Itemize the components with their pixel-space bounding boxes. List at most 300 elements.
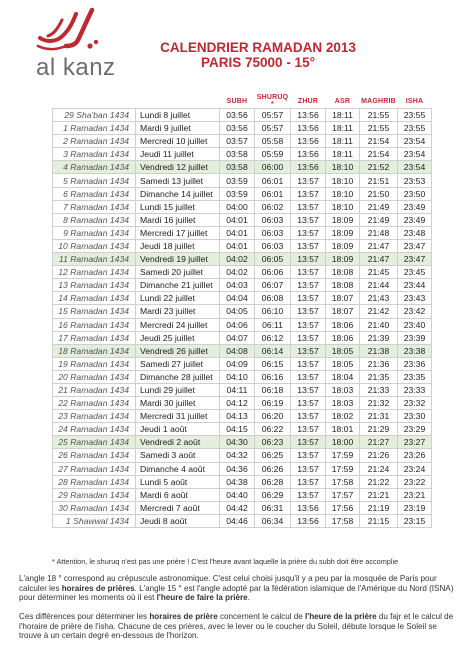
calligraphy-logo-icon bbox=[32, 6, 104, 54]
table-row bbox=[53, 462, 432, 475]
cell-maghrib: 21:40 bbox=[360, 318, 398, 331]
paragraph-bold: l'heure de faire la prière bbox=[156, 593, 248, 603]
cell-asr: 18:02 bbox=[326, 410, 360, 423]
cell-greg: Samedi 13 juillet bbox=[136, 174, 220, 187]
cell-hijri: 11 Ramadan 1434 bbox=[53, 253, 136, 266]
cell-greg: Mercredi 24 juillet bbox=[136, 318, 220, 331]
cell-hijri: 25 Ramadan 1434 bbox=[53, 436, 136, 449]
cell-shuruq: 06:01 bbox=[255, 187, 291, 200]
cell-maghrib: 21:47 bbox=[360, 239, 398, 252]
cell-asr: 17:58 bbox=[326, 514, 360, 527]
cell-zhur: 13:57 bbox=[291, 318, 326, 331]
cell-zhur: 13:56 bbox=[291, 135, 326, 148]
cell-subh: 04:05 bbox=[220, 305, 255, 318]
header-isha: ISHA bbox=[405, 97, 424, 105]
cell-zhur: 13:57 bbox=[291, 331, 326, 344]
cell-maghrib: 21:15 bbox=[360, 514, 398, 527]
cell-hijri: 14 Ramadan 1434 bbox=[53, 292, 136, 305]
cell-zhur: 13:57 bbox=[291, 475, 326, 488]
cell-isha: 23:38 bbox=[398, 344, 432, 357]
cell-greg: Lundi 8 juillet bbox=[136, 109, 220, 122]
header-maghrib: MAGHRIB bbox=[361, 97, 396, 105]
cell-isha: 23:30 bbox=[398, 410, 432, 423]
cell-maghrib: 21:51 bbox=[360, 174, 398, 187]
cell-zhur: 13:56 bbox=[291, 109, 326, 122]
cell-shuruq: 06:22 bbox=[255, 423, 291, 436]
cell-zhur: 13:57 bbox=[291, 357, 326, 370]
table-row bbox=[53, 109, 432, 122]
cell-asr: 17:59 bbox=[326, 449, 360, 462]
table-row bbox=[53, 357, 432, 370]
cell-hijri: 5 Ramadan 1434 bbox=[53, 174, 136, 187]
cell-shuruq: 06:20 bbox=[255, 410, 291, 423]
cell-isha: 23:33 bbox=[398, 383, 432, 396]
cell-greg: Dimanche 28 juillet bbox=[136, 370, 220, 383]
cell-shuruq: 06:26 bbox=[255, 462, 291, 475]
cell-hijri: 15 Ramadan 1434 bbox=[53, 305, 136, 318]
cell-isha: 23:54 bbox=[398, 161, 432, 174]
prayer-times-table bbox=[52, 94, 432, 528]
table-row bbox=[53, 161, 432, 174]
cell-zhur: 13:57 bbox=[291, 383, 326, 396]
cell-zhur: 13:56 bbox=[291, 501, 326, 514]
cell-maghrib: 21:33 bbox=[360, 383, 398, 396]
cell-greg: Mardi 30 juillet bbox=[136, 397, 220, 410]
cell-isha: 23:35 bbox=[398, 370, 432, 383]
cell-zhur: 13:56 bbox=[291, 148, 326, 161]
cell-maghrib: 21:49 bbox=[360, 213, 398, 226]
cell-asr: 17:57 bbox=[326, 488, 360, 501]
cell-zhur: 13:57 bbox=[291, 253, 326, 266]
cell-zhur: 13:57 bbox=[291, 488, 326, 501]
cell-zhur: 13:57 bbox=[291, 436, 326, 449]
table-row bbox=[53, 239, 432, 252]
cell-shuruq: 06:15 bbox=[255, 357, 291, 370]
cell-subh: 04:10 bbox=[220, 370, 255, 383]
cell-greg: Mercredi 10 juillet bbox=[136, 135, 220, 148]
cell-shuruq: 06:18 bbox=[255, 383, 291, 396]
cell-asr: 18:11 bbox=[326, 109, 360, 122]
cell-shuruq: 06:34 bbox=[255, 514, 291, 527]
cell-hijri: 20 Ramadan 1434 bbox=[53, 370, 136, 383]
cell-subh: 04:01 bbox=[220, 213, 255, 226]
paragraph-differences bbox=[19, 612, 459, 641]
cell-isha: 23:47 bbox=[398, 253, 432, 266]
cell-hijri: 18 Ramadan 1434 bbox=[53, 344, 136, 357]
table-row bbox=[53, 174, 432, 187]
cell-greg: Mardi 9 juillet bbox=[136, 122, 220, 135]
cell-hijri: 2 Ramadan 1434 bbox=[53, 135, 136, 148]
header-zhur: ZHUR bbox=[297, 97, 319, 105]
cell-shuruq: 06:01 bbox=[255, 174, 291, 187]
table-row bbox=[53, 423, 432, 436]
cell-shuruq: 06:05 bbox=[255, 253, 291, 266]
cell-subh: 04:40 bbox=[220, 488, 255, 501]
cell-greg: Samedi 20 juillet bbox=[136, 266, 220, 279]
cell-isha: 23:29 bbox=[398, 423, 432, 436]
cell-greg: Jeudi 11 juillet bbox=[136, 148, 220, 161]
cell-asr: 18:09 bbox=[326, 253, 360, 266]
cell-hijri: 22 Ramadan 1434 bbox=[53, 397, 136, 410]
cell-greg: Mardi 6 août bbox=[136, 488, 220, 501]
cell-hijri: 29 Sha'ban 1434 bbox=[53, 109, 136, 122]
table-row bbox=[53, 135, 432, 148]
table-row bbox=[53, 318, 432, 331]
cell-zhur: 13:57 bbox=[291, 423, 326, 436]
table-row bbox=[53, 226, 432, 239]
cell-asr: 18:05 bbox=[326, 357, 360, 370]
cell-zhur: 13:57 bbox=[291, 397, 326, 410]
cell-asr: 18:00 bbox=[326, 436, 360, 449]
cell-hijri: 23 Ramadan 1434 bbox=[53, 410, 136, 423]
cell-greg: Vendredi 19 juillet bbox=[136, 253, 220, 266]
cell-subh: 04:04 bbox=[220, 292, 255, 305]
cell-maghrib: 21:45 bbox=[360, 266, 398, 279]
cell-isha: 23:47 bbox=[398, 239, 432, 252]
cell-isha: 23:26 bbox=[398, 449, 432, 462]
cell-greg: Vendredi 26 juillet bbox=[136, 344, 220, 357]
cell-zhur: 13:57 bbox=[291, 370, 326, 383]
paragraph-text: concernent le calcul de bbox=[217, 612, 306, 621]
cell-asr: 18:06 bbox=[326, 331, 360, 344]
cell-subh: 03:59 bbox=[220, 174, 255, 187]
cell-greg: Jeudi 18 juillet bbox=[136, 239, 220, 252]
table-row bbox=[53, 200, 432, 213]
cell-asr: 18:06 bbox=[326, 318, 360, 331]
cell-shuruq: 06:10 bbox=[255, 305, 291, 318]
cell-isha: 23:48 bbox=[398, 226, 432, 239]
cell-shuruq: 06:03 bbox=[255, 239, 291, 252]
cell-zhur: 13:56 bbox=[291, 122, 326, 135]
cell-hijri: 4 Ramadan 1434 bbox=[53, 161, 136, 174]
table-row bbox=[53, 501, 432, 514]
cell-greg: Vendredi 12 juillet bbox=[136, 161, 220, 174]
cell-zhur: 13:56 bbox=[291, 514, 326, 527]
cell-shuruq: 06:19 bbox=[255, 397, 291, 410]
cell-asr: 18:08 bbox=[326, 266, 360, 279]
cell-subh: 04:32 bbox=[220, 449, 255, 462]
paragraph-text: . L'angle 15 ° est l'angle adopté par la fédération islamique de l'Amérique du Nord (ISNA) pour déterminer les moments où il est bbox=[19, 583, 454, 603]
cell-hijri: 17 Ramadan 1434 bbox=[53, 331, 136, 344]
cell-subh: 04:09 bbox=[220, 357, 255, 370]
cell-isha: 23:49 bbox=[398, 213, 432, 226]
cell-maghrib: 21:24 bbox=[360, 462, 398, 475]
table-row bbox=[53, 475, 432, 488]
cell-shuruq: 05:57 bbox=[255, 122, 291, 135]
cell-subh: 04:00 bbox=[220, 200, 255, 213]
header-subh: SUBH bbox=[226, 97, 248, 105]
cell-subh: 04:08 bbox=[220, 344, 255, 357]
cell-shuruq: 06:06 bbox=[255, 266, 291, 279]
cell-greg: Samedi 27 juillet bbox=[136, 357, 220, 370]
cell-isha: 23:50 bbox=[398, 187, 432, 200]
cell-hijri: 24 Ramadan 1434 bbox=[53, 423, 136, 436]
cell-asr: 18:10 bbox=[326, 161, 360, 174]
cell-hijri: 21 Ramadan 1434 bbox=[53, 383, 136, 396]
cell-hijri: 10 Ramadan 1434 bbox=[53, 239, 136, 252]
cell-asr: 18:11 bbox=[326, 148, 360, 161]
cell-shuruq: 06:25 bbox=[255, 449, 291, 462]
cell-maghrib: 21:27 bbox=[360, 436, 398, 449]
cell-zhur: 13:57 bbox=[291, 187, 326, 200]
cell-zhur: 13:57 bbox=[291, 305, 326, 318]
cell-zhur: 13:57 bbox=[291, 462, 326, 475]
cell-maghrib: 21:26 bbox=[360, 449, 398, 462]
calendar-location: PARIS 75000 - 15° bbox=[201, 55, 315, 70]
cell-subh: 04:07 bbox=[220, 331, 255, 344]
cell-hijri: 7 Ramadan 1434 bbox=[53, 200, 136, 213]
cell-isha: 23:49 bbox=[398, 200, 432, 213]
cell-shuruq: 06:07 bbox=[255, 279, 291, 292]
table-row bbox=[53, 344, 432, 357]
cell-zhur: 13:57 bbox=[291, 226, 326, 239]
table-row bbox=[53, 449, 432, 462]
cell-greg: Dimanche 21 juillet bbox=[136, 279, 220, 292]
cell-greg: Mercredi 31 juillet bbox=[136, 410, 220, 423]
cell-maghrib: 21:19 bbox=[360, 501, 398, 514]
cell-hijri: 3 Ramadan 1434 bbox=[53, 148, 136, 161]
table-row bbox=[53, 331, 432, 344]
cell-shuruq: 05:58 bbox=[255, 135, 291, 148]
title-block bbox=[128, 40, 388, 70]
cell-isha: 23:19 bbox=[398, 501, 432, 514]
table-row bbox=[53, 292, 432, 305]
cell-hijri: 1 Shawwal 1434 bbox=[53, 514, 136, 527]
cell-isha: 23:53 bbox=[398, 174, 432, 187]
cell-maghrib: 21:44 bbox=[360, 279, 398, 292]
cell-greg: Mardi 16 juillet bbox=[136, 213, 220, 226]
cell-greg: Mardi 23 juillet bbox=[136, 305, 220, 318]
cell-greg: Lundi 5 août bbox=[136, 475, 220, 488]
paragraph-text: du fajr et le calcul de l'horaire de prière de l'isha. Chacune de ces prières, avec le lever ou le coucher du Soleil, débute lorsque le Soleil se trouve à un certain degré en-dessous de l'horizon. bbox=[19, 612, 454, 641]
cell-maghrib: 21:22 bbox=[360, 475, 398, 488]
cell-maghrib: 21:21 bbox=[360, 488, 398, 501]
cell-isha: 23:45 bbox=[398, 266, 432, 279]
cell-asr: 18:11 bbox=[326, 135, 360, 148]
cell-subh: 04:36 bbox=[220, 462, 255, 475]
cell-isha: 23:54 bbox=[398, 135, 432, 148]
cell-maghrib: 21:47 bbox=[360, 253, 398, 266]
cell-greg: Mercredi 7 août bbox=[136, 501, 220, 514]
cell-greg: Vendredi 2 août bbox=[136, 436, 220, 449]
cell-hijri: 30 Ramadan 1434 bbox=[53, 501, 136, 514]
cell-zhur: 13:57 bbox=[291, 449, 326, 462]
cell-greg: Lundi 22 juillet bbox=[136, 292, 220, 305]
cell-hijri: 19 Ramadan 1434 bbox=[53, 357, 136, 370]
cell-isha: 23:21 bbox=[398, 488, 432, 501]
cell-isha: 23:27 bbox=[398, 436, 432, 449]
paragraph-text: Ces différences pour déterminer les bbox=[19, 612, 150, 621]
table-row bbox=[53, 148, 432, 161]
cell-subh: 04:15 bbox=[220, 423, 255, 436]
cell-greg: Jeudi 1 août bbox=[136, 423, 220, 436]
cell-greg: Lundi 15 juillet bbox=[136, 200, 220, 213]
cell-hijri: 16 Ramadan 1434 bbox=[53, 318, 136, 331]
cell-isha: 23:44 bbox=[398, 279, 432, 292]
cell-subh: 03:56 bbox=[220, 109, 255, 122]
cell-subh: 04:30 bbox=[220, 436, 255, 449]
cell-asr: 18:10 bbox=[326, 174, 360, 187]
cell-subh: 04:01 bbox=[220, 239, 255, 252]
paragraph-bold: horaires de prières bbox=[61, 583, 135, 593]
header-empty bbox=[53, 94, 136, 109]
cell-shuruq: 06:31 bbox=[255, 501, 291, 514]
cell-maghrib: 21:38 bbox=[360, 344, 398, 357]
shuruq-note: * Attention, le shuruq n'est pas une prière ! C'est l'heure avant laquelle la prière du subh doit être accomplie bbox=[52, 557, 399, 566]
cell-maghrib: 21:55 bbox=[360, 122, 398, 135]
header-asr: ASR bbox=[334, 97, 351, 105]
cell-subh: 04:03 bbox=[220, 279, 255, 292]
cell-maghrib: 21:50 bbox=[360, 187, 398, 200]
cell-asr: 18:10 bbox=[326, 200, 360, 213]
cell-asr: 18:09 bbox=[326, 239, 360, 252]
cell-asr: 17:59 bbox=[326, 462, 360, 475]
cell-shuruq: 06:23 bbox=[255, 436, 291, 449]
cell-isha: 23:22 bbox=[398, 475, 432, 488]
cell-subh: 03:59 bbox=[220, 187, 255, 200]
cell-hijri: 27 Ramadan 1434 bbox=[53, 462, 136, 475]
cell-greg: Dimanche 4 août bbox=[136, 462, 220, 475]
cell-maghrib: 21:31 bbox=[360, 410, 398, 423]
table-row bbox=[53, 122, 432, 135]
cell-hijri: 8 Ramadan 1434 bbox=[53, 213, 136, 226]
table-row bbox=[53, 488, 432, 501]
cell-asr: 18:07 bbox=[326, 292, 360, 305]
cell-asr: 18:03 bbox=[326, 397, 360, 410]
cell-greg: Dimanche 14 juillet bbox=[136, 187, 220, 200]
cell-greg: Mercredi 17 juillet bbox=[136, 226, 220, 239]
cell-shuruq: 06:03 bbox=[255, 213, 291, 226]
header-shuruq: SHURUQ * bbox=[256, 94, 289, 108]
table-row bbox=[53, 253, 432, 266]
paragraph-text: L'angle 18 ° correspond au crépuscule astronomique. C'est celui choisi jusqu'il y a peu par la mosquée de Paris pour calculer les bbox=[19, 574, 437, 593]
cell-maghrib: 21:49 bbox=[360, 200, 398, 213]
table-row bbox=[53, 187, 432, 200]
cell-zhur: 13:56 bbox=[291, 161, 326, 174]
table-row bbox=[53, 213, 432, 226]
table-row bbox=[53, 514, 432, 527]
cell-maghrib: 21:48 bbox=[360, 226, 398, 239]
cell-shuruq: 06:02 bbox=[255, 200, 291, 213]
cell-asr: 17:58 bbox=[326, 475, 360, 488]
cell-maghrib: 21:36 bbox=[360, 357, 398, 370]
cell-maghrib: 21:29 bbox=[360, 423, 398, 436]
cell-hijri: 6 Ramadan 1434 bbox=[53, 187, 136, 200]
table-row bbox=[53, 279, 432, 292]
cell-subh: 04:13 bbox=[220, 410, 255, 423]
cell-hijri: 9 Ramadan 1434 bbox=[53, 226, 136, 239]
cell-asr: 18:09 bbox=[326, 226, 360, 239]
cell-isha: 23:32 bbox=[398, 397, 432, 410]
cell-shuruq: 06:29 bbox=[255, 488, 291, 501]
cell-asr: 18:07 bbox=[326, 305, 360, 318]
al-kanz-logo bbox=[20, 6, 120, 80]
cell-shuruq: 06:14 bbox=[255, 344, 291, 357]
cell-asr: 18:09 bbox=[326, 213, 360, 226]
cell-hijri: 13 Ramadan 1434 bbox=[53, 279, 136, 292]
cell-subh: 04:02 bbox=[220, 266, 255, 279]
cell-maghrib: 21:42 bbox=[360, 305, 398, 318]
cell-asr: 17:56 bbox=[326, 501, 360, 514]
cell-asr: 18:01 bbox=[326, 423, 360, 436]
cell-hijri: 26 Ramadan 1434 bbox=[53, 449, 136, 462]
cell-isha: 23:55 bbox=[398, 109, 432, 122]
cell-subh: 03:58 bbox=[220, 148, 255, 161]
cell-shuruq: 06:28 bbox=[255, 475, 291, 488]
cell-isha: 23:40 bbox=[398, 318, 432, 331]
cell-subh: 04:11 bbox=[220, 383, 255, 396]
cell-asr: 18:03 bbox=[326, 383, 360, 396]
cell-asr: 18:05 bbox=[326, 344, 360, 357]
paragraph-bold: l'heure de la prière bbox=[305, 612, 377, 621]
cell-zhur: 13:57 bbox=[291, 266, 326, 279]
cell-asr: 18:11 bbox=[326, 122, 360, 135]
table-row bbox=[53, 305, 432, 318]
table-row bbox=[53, 266, 432, 279]
cell-subh: 04:12 bbox=[220, 397, 255, 410]
cell-zhur: 13:57 bbox=[291, 174, 326, 187]
cell-shuruq: 06:12 bbox=[255, 331, 291, 344]
paragraph-text: . bbox=[247, 593, 250, 603]
cell-zhur: 13:57 bbox=[291, 239, 326, 252]
cell-shuruq: 05:59 bbox=[255, 148, 291, 161]
cell-shuruq: 06:08 bbox=[255, 292, 291, 305]
cell-asr: 18:08 bbox=[326, 279, 360, 292]
cell-greg: Jeudi 8 août bbox=[136, 514, 220, 527]
cell-subh: 03:57 bbox=[220, 135, 255, 148]
cell-greg: Samedi 3 août bbox=[136, 449, 220, 462]
cell-zhur: 13:57 bbox=[291, 200, 326, 213]
cell-hijri: 1 Ramadan 1434 bbox=[53, 122, 136, 135]
cell-shuruq: 06:11 bbox=[255, 318, 291, 331]
cell-isha: 23:43 bbox=[398, 292, 432, 305]
cell-subh: 04:01 bbox=[220, 226, 255, 239]
cell-subh: 04:38 bbox=[220, 475, 255, 488]
cell-maghrib: 21:54 bbox=[360, 148, 398, 161]
cell-zhur: 13:57 bbox=[291, 292, 326, 305]
cell-isha: 23:36 bbox=[398, 357, 432, 370]
paragraph-angle bbox=[19, 574, 459, 603]
cell-subh: 03:58 bbox=[220, 161, 255, 174]
cell-zhur: 13:57 bbox=[291, 213, 326, 226]
cell-asr: 18:10 bbox=[326, 187, 360, 200]
cell-zhur: 13:57 bbox=[291, 344, 326, 357]
cell-hijri: 12 Ramadan 1434 bbox=[53, 266, 136, 279]
cell-greg: Lundi 29 juillet bbox=[136, 383, 220, 396]
table-row bbox=[53, 436, 432, 449]
cell-shuruq: 06:16 bbox=[255, 370, 291, 383]
cell-shuruq: 06:03 bbox=[255, 226, 291, 239]
cell-subh: 04:06 bbox=[220, 318, 255, 331]
cell-maghrib: 21:32 bbox=[360, 397, 398, 410]
table-row bbox=[53, 383, 432, 396]
logo-wordmark: al kanz bbox=[36, 54, 116, 81]
calendar-title: CALENDRIER RAMADAN 2013 bbox=[160, 40, 356, 55]
table-row bbox=[53, 397, 432, 410]
table-row bbox=[53, 370, 432, 383]
cell-isha: 23:39 bbox=[398, 331, 432, 344]
cell-zhur: 13:57 bbox=[291, 279, 326, 292]
cell-greg: Jeudi 25 juillet bbox=[136, 331, 220, 344]
cell-maghrib: 21:43 bbox=[360, 292, 398, 305]
cell-isha: 23:24 bbox=[398, 462, 432, 475]
paragraph-bold: horaires de prière bbox=[149, 612, 218, 621]
cell-hijri: 28 Ramadan 1434 bbox=[53, 475, 136, 488]
cell-maghrib: 21:55 bbox=[360, 109, 398, 122]
cell-isha: 23:55 bbox=[398, 122, 432, 135]
cell-isha: 23:15 bbox=[398, 514, 432, 527]
cell-isha: 23:54 bbox=[398, 148, 432, 161]
